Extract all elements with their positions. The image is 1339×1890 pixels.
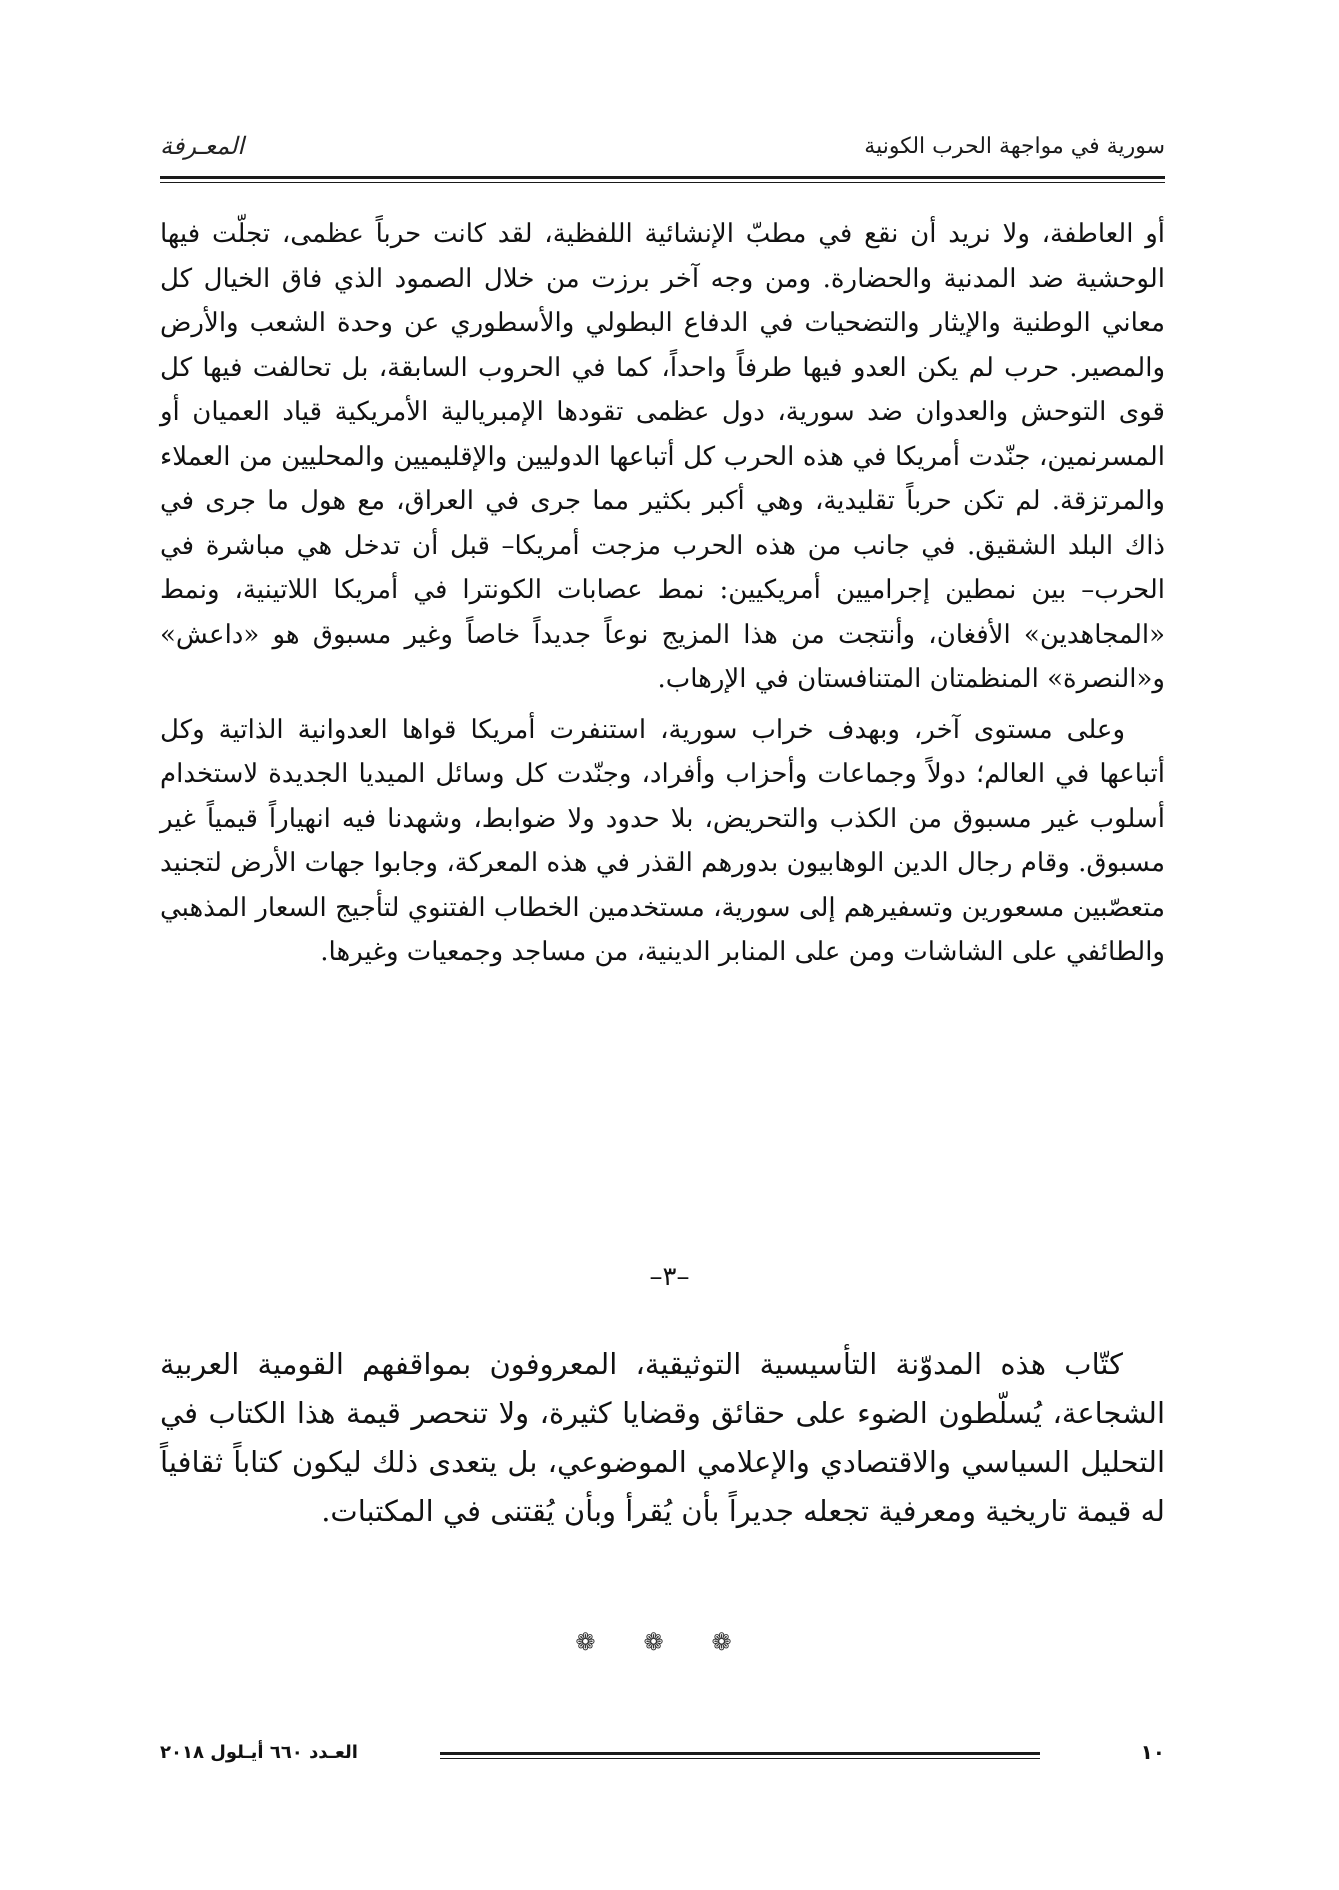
header-rule xyxy=(160,176,1165,179)
section-ornaments xyxy=(0,1628,1339,1656)
magazine-logo: المعـرفة xyxy=(160,132,245,160)
paragraph: أو العاطفة، ولا نريد أن نقع في مطبّ الإنشائية اللفظية، لقد كانت حرباً عظمى، تجلّت فيها الوحشية ضد المدنية والحضارة. ومن وجه آخر برزت من خلال الصمود الذي فاق الخيال كل معاني الوطنية والإيثار والتضحيات في الدفاع البطولي والأسطوري عن وحدة الشعب والأرض والمصير. حرب لم يكن العدو فيها طرفاً واحداً، كما في الحروب السابقة، بل تحالفت فيها كل قوى التوحش والعدوان ضد سورية، دول عظمى تقودها الإمبريالية الأمريكية قياد العميان أو المسرنمين، جنّدت أمريكا في هذه الحرب كل أتباعها الدوليين والإقليميين والمحليين من العملاء والمرتزقة. لم تكن حرباً تقليدية، وهي أكبر بكثير مما جرى في العراق، مع هول ما جرى في ذاك البلد الشقيق. في جانب من هذه الحرب مزجت أمريكا– قبل أن تدخل هي مباشرة في الحرب– بين نمطين إجراميين أمريكيين: نمط عصابات الكونترا في أمريكا اللاتينية، ونمط «المجاهدين» الأفغان، وأنتجت من هذا المزيج نوعاً جديداً خاصاً وغير مسبوق هو «داعش» و«النصرة» المنظمتان المتنافستان في الإرهاب. xyxy=(160,219,1165,694)
article-body xyxy=(160,212,1165,975)
section-number: –٣– xyxy=(649,1262,690,1292)
paragraph: وعلى مستوى آخر، وبهدف خراب سورية، استنفرت أمريكا قواها العدوانية الذاتية وكل أتباعها في العالم؛ دولاً وجماعات وأحزاب وأفراد، وجنّدت كل وسائل الميديا الجديدة لاستخدام أسلوب غير مسبوق من الكذب والتحريض، بلا حدود ولا ضوابط، وشهدنا فيه انهياراً قيمياً غير مسبوق. وقام رجال الدين الوهابيون بدورهم القذر في هذه المعركة، وجابوا جهات الأرض لتجنيد متعصّبين مسعورين وتسفيرهم إلى سورية، مستخدمين الخطاب الفتنوي لتأجيج السعار المذهبي والطائفي على الشاشات ومن على المنابر الدينية، من مساجد وجمعيات وغيرها. xyxy=(160,714,1165,967)
footer-rule-thin xyxy=(440,1758,1040,1759)
footer-issue: العـدد ٦٦٠ أيـلول ٢٠١٨ xyxy=(160,1742,358,1763)
flower-ornament-icon: ❁ xyxy=(711,1628,764,1656)
page-header xyxy=(160,128,1165,176)
footer-rule xyxy=(440,1752,1040,1755)
header-rule-thin xyxy=(160,182,1165,183)
article-conclusion xyxy=(160,1340,1165,1536)
page-number: ١٠ xyxy=(1140,1740,1165,1764)
paragraph: كتّاب هذه المدوّنة التأسيسية التوثيقية، المعروفون بمواقفهم القومية العربية الشجاعة، يُسلّطون الضوء على حقائق وقضايا كثيرة، ولا تنحصر قيمة هذا الكتاب في التحليل السياسي والاقتصادي والإعلامي الموضوعي، بل يتعدى ذلك ليكون كتاباً ثقافياً له قيمة تاريخية ومعرفية تجعله جديراً بأن يُقرأ وبأن يُقتنى في المكتبات. xyxy=(160,1347,1165,1528)
flower-ornament-icon: ❁ xyxy=(643,1628,696,1656)
flower-ornament-icon: ❁ xyxy=(575,1628,628,1656)
running-title: سورية في مواجهة الحرب الكونية xyxy=(864,134,1165,159)
